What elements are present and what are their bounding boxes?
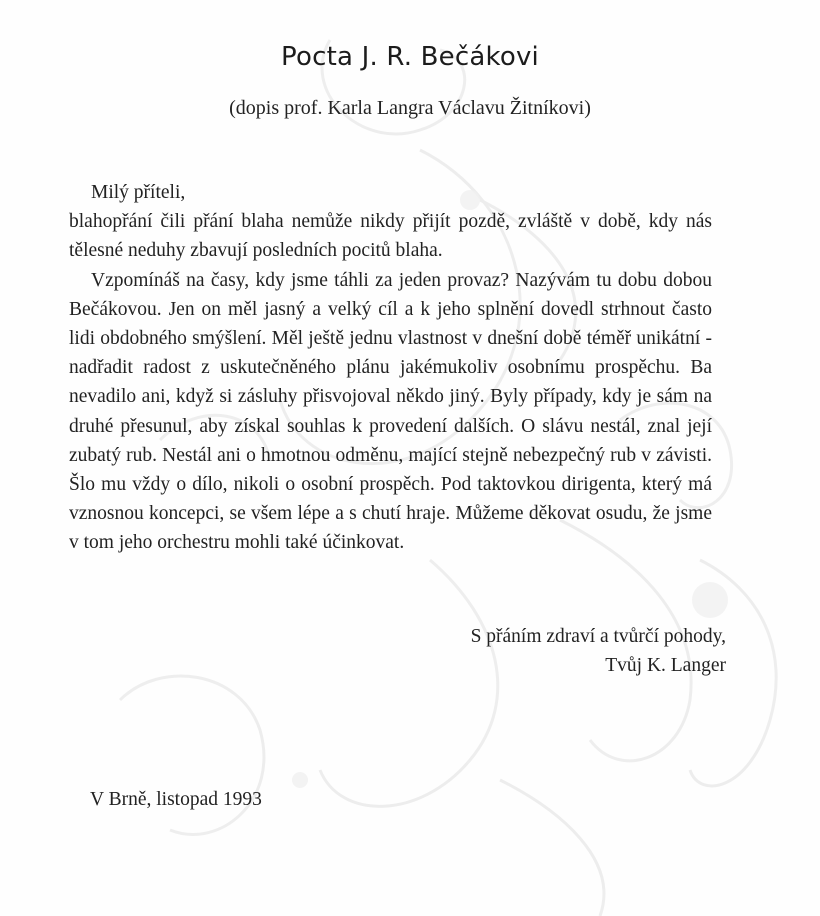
place-and-date: V Brně, listopad 1993 — [90, 789, 262, 810]
letter-salutation: Milý příteli, — [91, 182, 186, 203]
letter-paragraph-2: Vzpomínáš na časy, kdy jsme táhli za jeden provaz? Nazývám tu dobu dobou Bečákovou. Jen on měl jasný a velký cíl a k jeho splnění dovedl strhnout často lidi obdobného smýšlení. Měl ještě jednu vlastnost v dnešní době téměř unikátní - nadřadit radost z uskutečněného plánu jakémukoliv osobnímu prospěchu. Ba nevadilo ani, když si zásluhy přisvojoval někdo jiný. Byly případy, kdy je sám na druhé přesunul, aby získal souhlas k provedení dalších. O slávu nestál, znal její zubatý rub. Nestál ani o hmotnou odměnu, mající stejně nebezpečný rub v závisti. Šlo mu vždy o dílo, nikoli o osobní prospěch. Pod taktovkou dirigenta, který má vznosnou koncepci, se všem lépe a s chutí hraje. Můžeme děkovat osudu, že jsme v tom jeho orchestru mohli také účinkovat. — [69, 269, 712, 554]
letter-paragraph-1: blahopřání čili přání blaha nemůže nikdy přijít pozdě, zvláště v době, kdy nás tělesné neduhy zbavují posledních pocitů blaha. — [69, 211, 712, 262]
closing-signature: Tvůj K. Langer — [605, 655, 726, 676]
letter-closing — [420, 622, 740, 680]
letter-body — [69, 178, 712, 558]
page-subtitle: (dopis prof. Karla Langra Václavu Žitníkovi) — [229, 97, 591, 119]
page-title: Pocta J. R. Bečákovi — [281, 42, 539, 72]
closing-greeting: S přáním zdraví a tvůrčí pohody, — [470, 626, 726, 647]
